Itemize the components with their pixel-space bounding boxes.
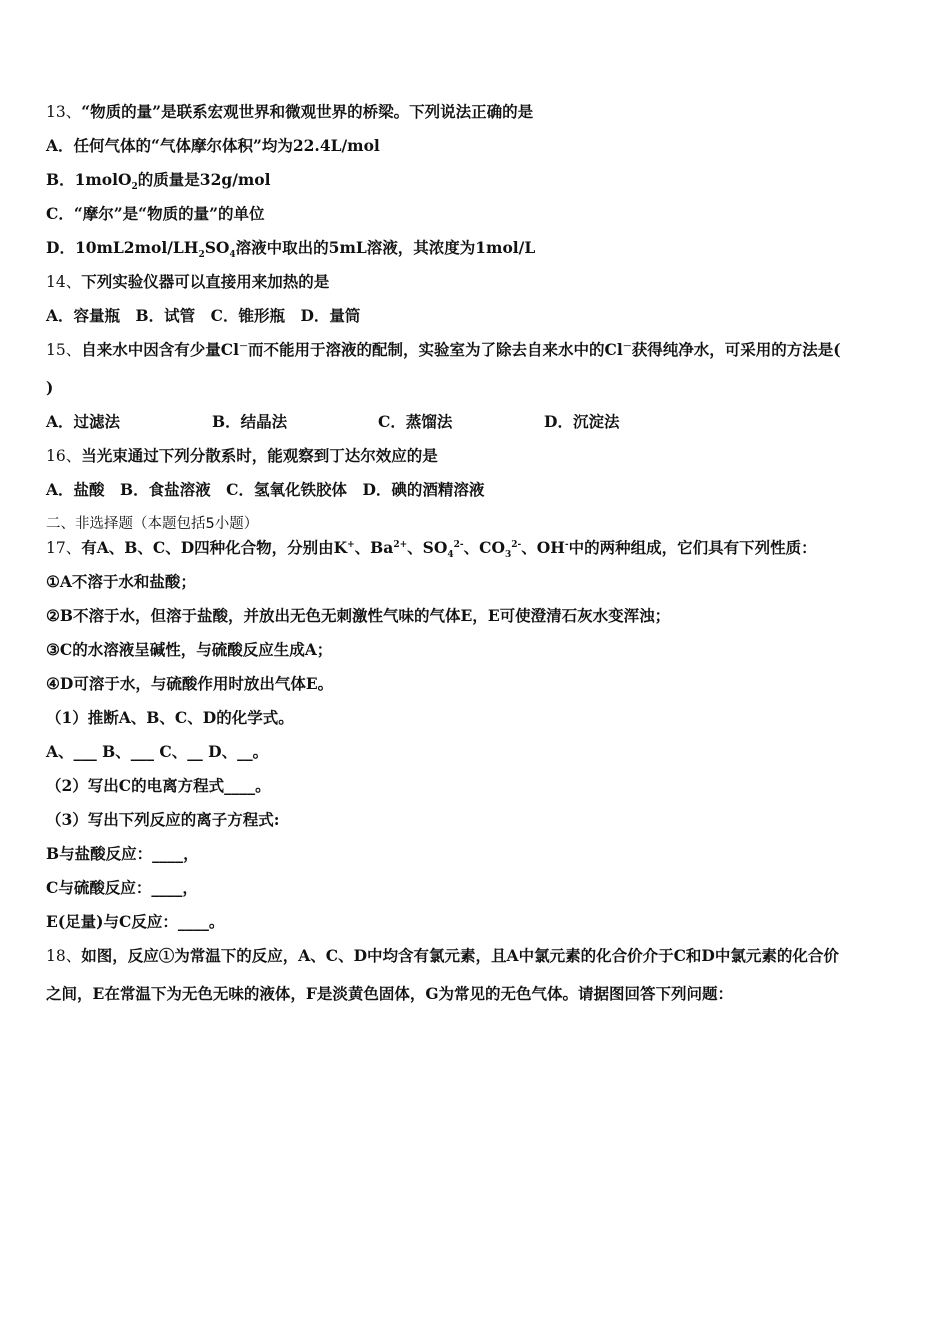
q15-number: 15、 <box>46 341 82 359</box>
q18-stem-line-2: 之间，E在常温下为无色无味的液体，F是淡黄色固体，G为常见的无色气体。请据图回答下列问题： <box>46 984 734 1003</box>
q17-subquestion-1: （1）推断A、B、C、D的化学式。 <box>46 708 294 727</box>
q15-options <box>46 412 910 432</box>
q13-option-b: B．1molO$_2$的质量是32g/mol <box>46 170 271 193</box>
q15-option-b: B．结晶法 <box>212 412 288 431</box>
q17-answer-blanks: A、___ B、___ C、__ D、__。 <box>46 742 269 761</box>
q17-reaction-3: E(足量)与C反应：____。 <box>46 912 225 931</box>
q17-number: 17、 <box>46 539 82 557</box>
q17-subquestion-3: （3）写出下列反应的离子方程式: <box>46 810 280 829</box>
q17-stem: 17、有A、B、C、D四种化合物，分别由K+、$Ba^{2+}$、$SO_4^{2-}$、$CO_3^{2-}$、OH-中的两种组成，它们具有下列性质： <box>46 538 817 561</box>
q16-options: A．盐酸 B．食盐溶液 C．氢氧化铁胶体 D．碘的酒精溶液 <box>46 480 485 499</box>
q17-subquestion-2: （2）写出C的电离方程式____。 <box>46 776 271 795</box>
q18-number: 18、 <box>46 947 82 965</box>
q15-option-d: D．沉淀法 <box>544 412 620 431</box>
q15-option-c: C．蒸馏法 <box>378 412 453 431</box>
q18-stem <box>46 946 910 966</box>
q15-stem-continuation: ) <box>46 378 54 397</box>
q17-reaction-2: C与硫酸反应：____， <box>46 878 198 897</box>
q17-property-1: ①A不溶于水和盐酸； <box>46 572 196 591</box>
q13-option-a: A．任何气体的“气体摩尔体积”均为22.4L/mol <box>46 136 380 155</box>
q13-stem <box>46 102 910 122</box>
q18-stem-line-1: 如图，反应①为常温下的反应，A、C、D中均含有氯元素，且A中氯元素的化合价介于C和D中氯元素的化合价 <box>81 946 839 965</box>
q14-number: 14、 <box>46 273 82 291</box>
q13-stem-text: “物质的量”是联系宏观世界和微观世界的桥梁。下列说法正确的是 <box>81 102 534 121</box>
q14-stem-text: 下列实验仪器可以直接用来加热的是 <box>81 272 330 291</box>
q16-stem <box>46 446 910 466</box>
q15-option-a: A．过滤法 <box>46 412 121 431</box>
q17-property-3: ③C的水溶液呈碱性，与硫酸反应生成A； <box>46 640 333 659</box>
q17-property-4: ④D可溶于水，与硫酸作用时放出气体E。 <box>46 674 334 693</box>
q17-reaction-1: B与盐酸反应：____， <box>46 844 199 863</box>
q13-option-c: C．“摩尔”是“物质的量”的单位 <box>46 204 265 223</box>
section-heading: 二、非选择题（本题包括5小题） <box>46 516 259 532</box>
q15-stem: 15、自来水中因含有少量Cl－而不能用于溶液的配制，实验室为了除去自来水中的Cl－获得纯净水，可采用的方法是( <box>46 340 841 359</box>
q13-option-d: D．$10mL2mol/LH_2SO_4$溶液中取出的5mL溶液，其浓度为1mol/L <box>46 238 536 261</box>
q13-number: 13、 <box>46 103 82 121</box>
q14-stem <box>46 272 910 292</box>
q16-stem-text: 当光束通过下列分散系时，能观察到丁达尔效应的是 <box>81 446 438 465</box>
q16-number: 16、 <box>46 447 82 465</box>
q17-property-2: ②B不溶于水，但溶于盐酸，并放出无色无刺激性气味的气体E，E可使澄清石灰水变浑浊； <box>46 606 671 625</box>
q14-options: A．容量瓶 B．试管 C．锥形瓶 D．量筒 <box>46 306 361 325</box>
